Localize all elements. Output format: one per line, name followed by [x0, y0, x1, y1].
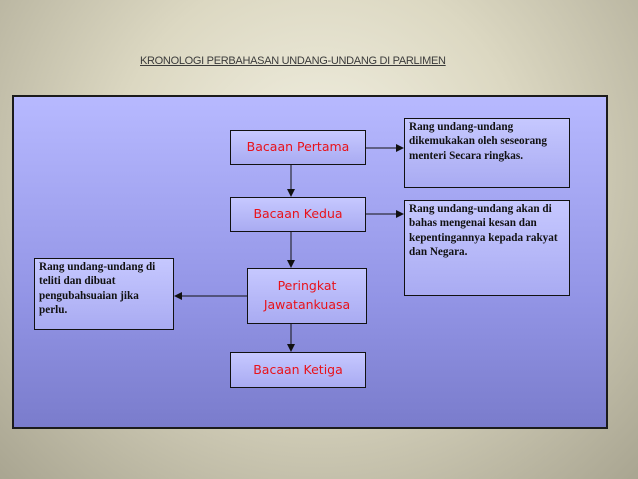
stage-label: Peringkat Jawatankuasa: [263, 278, 351, 312]
stage-bacaan-kedua: [230, 197, 366, 232]
stage-peringkat-jawatankuasa: [247, 268, 367, 324]
stage-label: Bacaan Kedua: [253, 206, 343, 222]
diagram-title: KRONOLOGI PERBAHASAN UNDANG-UNDANG DI PARLIMEN: [140, 55, 446, 67]
stage-label: Bacaan Ketiga: [253, 361, 343, 377]
stage-label: Bacaan Pertama: [246, 139, 350, 155]
note-jawatankuasa: Rang undang-undang di teliti dan dibuat pengubahsuaian jika perlu.: [34, 258, 174, 330]
stage-bacaan-pertama: [230, 130, 366, 165]
note-bacaan-kedua: Rang undang-undang akan di bahas mengenai kesan dan kepentingannya kepada rakyat dan Negara.: [404, 200, 570, 296]
note-bacaan-pertama: Rang undang-undang dikemukakan oleh seseorang menteri Secara ringkas.: [404, 118, 570, 188]
stage-bacaan-ketiga: [230, 352, 366, 388]
